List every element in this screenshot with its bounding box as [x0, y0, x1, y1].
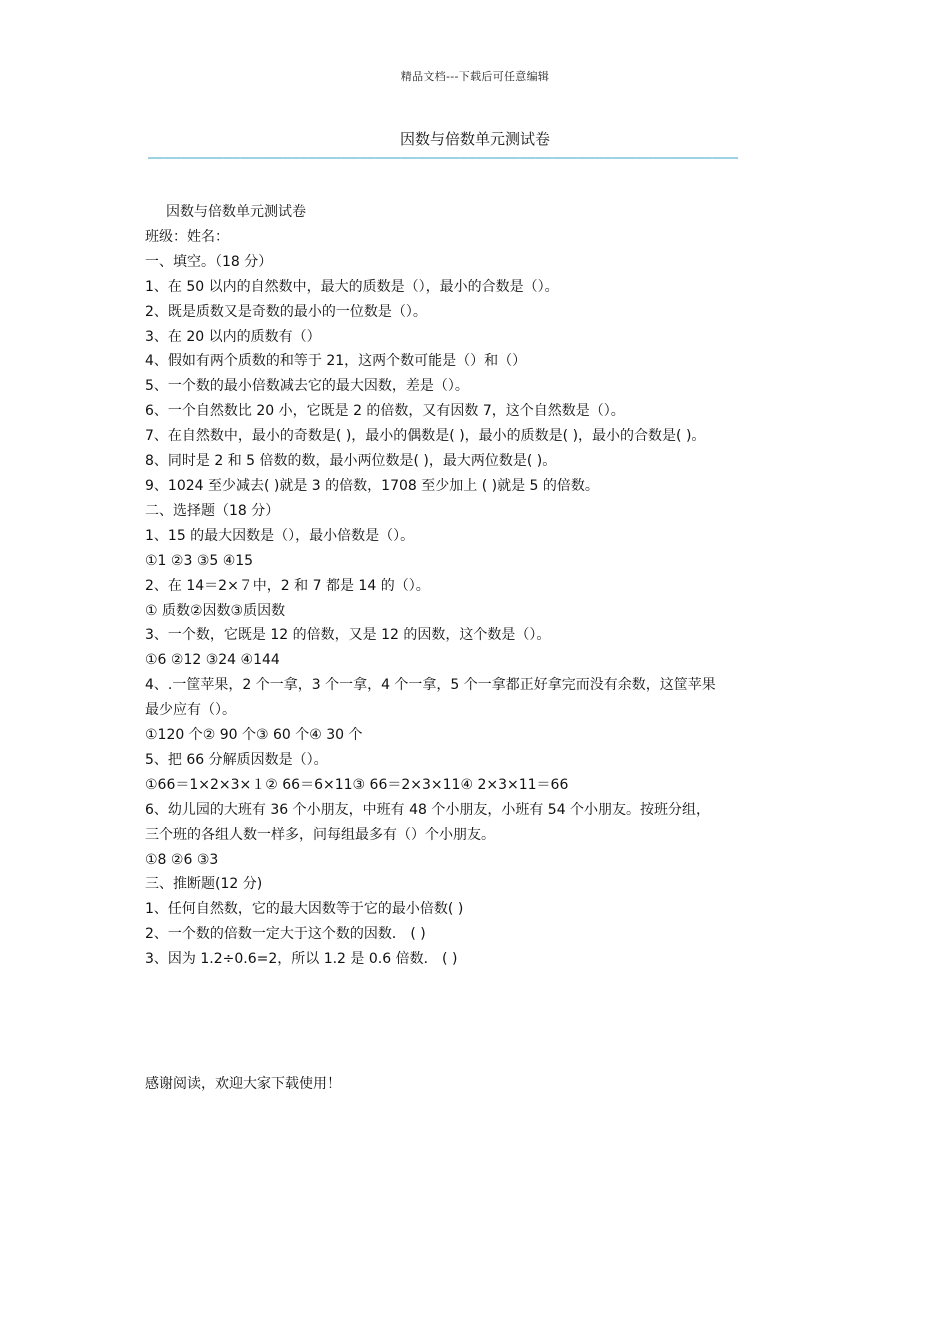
student-info-line: 班级：姓名：	[145, 228, 229, 245]
question-fill-5: 5、一个数的最小倍数减去它的最大因数，差是（）。	[145, 378, 469, 395]
question-fill-1: 1、在 50 以内的自然数中，最大的质数是（），最小的合数是（）。	[145, 278, 559, 295]
question-choice-5: 5、把 66 分解质因数是（）。	[145, 751, 328, 768]
question-choice-4-continued: 最少应有（）。	[145, 702, 236, 719]
question-choice-6-continued: 三个班的各组人数一样多，问每组最多有（）个小朋友。	[145, 826, 495, 843]
question-choice-4-options: ①120 个② 90 个③ 60 个④ 30 个	[145, 727, 363, 744]
question-choice-3: 3、一个数，它既是 12 的倍数，又是 12 的因数，这个数是（）。	[145, 627, 551, 644]
question-choice-1-options: ①1 ②3 ③5 ④15	[145, 552, 254, 569]
section-fill-in-heading: 一、填空。（18 分）	[145, 253, 273, 270]
question-fill-3: 3、在 20 以内的质数有（）	[145, 328, 321, 345]
question-choice-6: 6、幼儿园的大班有 36 个小朋友，中班有 48 个小朋友，小班有 54 个小朋友。按班分组，	[145, 801, 711, 818]
question-fill-7: 7、在自然数中，最小的奇数是( )，最小的偶数是( )，最小的质数是( )，最小的合数是( )。	[145, 428, 706, 445]
question-choice-1: 1、15 的最大因数是（），最小倍数是（）。	[145, 527, 415, 544]
title-divider: ——————————————————————————————————————————————————————————————————————	[148, 151, 739, 165]
section-choice-heading: 二、选择题（18 分）	[145, 502, 280, 519]
question-choice-2: 2、在 14＝2×７中，2 和 7 都是 14 的（）。	[145, 577, 430, 594]
question-choice-2-options: ① 质数②因数③质因数	[145, 602, 286, 619]
question-judge-1: 1、任何自然数，它的最大因数等于它的最小倍数( )	[145, 901, 464, 918]
document-title: 因数与倍数单元测试卷	[399, 130, 550, 148]
body-subtitle: 因数与倍数单元测试卷	[166, 204, 306, 220]
question-choice-5-options: ①66＝1×2×3×１② 66＝6×11③ 66＝2×3×11④ 2×3×11＝66	[145, 776, 569, 793]
question-fill-6: 6、一个自然数比 20 小，它既是 2 的倍数，又有因数 7，这个自然数是（）。	[145, 403, 625, 420]
header-note: 精品文档---下载后可任意编辑	[400, 70, 550, 83]
question-fill-2: 2、既是质数又是奇数的最小的一位数是（）。	[145, 303, 427, 320]
question-judge-3: 3、因为 1.2÷0.6=2，所以 1.2 是 0.6 倍数． ( )	[145, 951, 458, 968]
question-fill-8: 8、同时是 2 和 5 倍数的数，最小两位数是( )，最大两位数是( )。	[145, 453, 557, 470]
question-fill-4: 4、假如有两个质数的和等于 21，这两个数可能是（）和（）	[145, 353, 527, 370]
section-judgement-heading: 三、推断题(12 分)	[145, 876, 263, 893]
question-choice-3-options: ①6 ②12 ③24 ④144	[145, 652, 280, 669]
document-body	[145, 200, 810, 972]
question-judge-2: 2、一个数的倍数一定大于这个数的因数． ( )	[145, 926, 426, 943]
question-fill-9: 9、1024 至少减去( )就是 3 的倍数，1708 至少加上 ( )就是 5 的倍数。	[145, 477, 599, 494]
footer-thanks: 感谢阅读，欢迎大家下载使用！	[145, 1076, 341, 1092]
question-choice-4: 4、.一筐苹果，2 个一拿，3 个一拿，4 个一拿，5 个一拿都正好拿完而没有余数，这筐苹果	[145, 677, 716, 694]
question-choice-6-options: ①8 ②6 ③3	[145, 851, 219, 868]
